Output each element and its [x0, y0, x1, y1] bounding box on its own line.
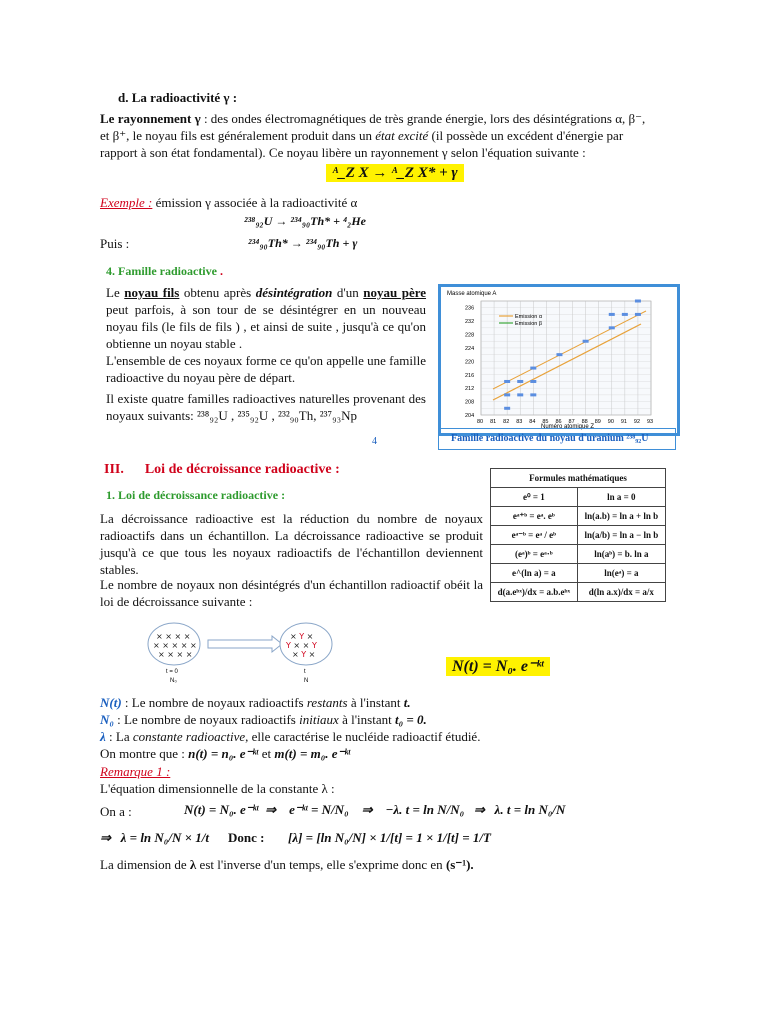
nucleus-point — [609, 326, 615, 329]
nucleus-point — [517, 380, 523, 383]
def-nt-a: : Le nombre de noyaux radioactifs — [121, 695, 307, 710]
nucleus-point — [517, 393, 523, 396]
formula-exp: eᵃ⁻ᵇ = eᵃ / eᵇ — [491, 526, 578, 545]
def-nt — [100, 694, 480, 711]
arrow-icon — [208, 636, 282, 652]
x-tick-label: 80 — [477, 419, 484, 425]
figure-caption-box — [438, 428, 676, 450]
remark-chain-3: [λ] = [ln N₀/N] × 1/[t] = 1 × 1/[t] = 1/T — [288, 830, 491, 845]
def-nt-b: à l'instant — [347, 695, 404, 710]
formula-ln: d(ln a.x)/dx = a/x — [577, 583, 665, 602]
definitions — [100, 694, 480, 762]
decroissance-paragraph-1: La décroissance radioactive est la réduction du nombre de noyaux radioactifs dans un échantillon. La décroissance radioactive se produit jusqu'à ce que tous les noyaux radioactifs de l'échantillon deviennent stables. — [100, 511, 483, 577]
legend-beta: Emission β — [515, 321, 543, 327]
nucleus-point — [609, 313, 615, 316]
x-tick-label: 87 — [568, 419, 575, 425]
diagram-t0: t = 0 — [166, 669, 178, 675]
desintegration-term: désintégration — [255, 285, 333, 300]
gamma-text-1: : des ondes électromagnétiques de très grande énergie, lors des désintégrations α, β⁻, — [200, 111, 646, 126]
sample-t-nuclei-3: × Y × — [292, 650, 316, 659]
y-tick-label: 220 — [465, 359, 475, 366]
page-number: 4 — [372, 436, 377, 447]
formula-header: Formules mathématiques — [491, 469, 666, 488]
y-tick-label: 208 — [465, 399, 475, 406]
def-nt-italic: restants — [306, 695, 348, 710]
decay-law-text: N(t) = N₀. e⁻ᵏᵗ — [446, 657, 550, 676]
y-tick-label: 216 — [465, 372, 475, 379]
gamma-equation — [326, 165, 464, 182]
sample-t0-nuclei-3: × × × × — [158, 650, 193, 659]
sample-t0-nuclei: × × × × — [156, 632, 191, 641]
gamma-equation-text: ᴬ_Z X → ᴬ_Z X* + γ — [326, 164, 464, 182]
legend-alpha: Emission α — [515, 314, 543, 320]
x-tick-label: 82 — [503, 419, 510, 425]
nucleus-point — [635, 313, 641, 316]
section4-title — [106, 264, 223, 279]
p1c: d'un — [332, 285, 364, 300]
nucleus-point — [635, 300, 641, 303]
y-tick-label: 224 — [465, 345, 475, 352]
p1b: obtenu après — [179, 285, 256, 300]
nucleus-point — [556, 353, 562, 356]
noyau-pere-term: noyau père — [363, 285, 427, 300]
nucleus-point — [583, 340, 589, 343]
remark-label: Remarque 1 : — [100, 764, 171, 779]
puis-label: Puis : — [100, 236, 130, 251]
def-n0-symbol: N₀ — [100, 712, 114, 727]
x-tick-label: 83 — [516, 419, 523, 425]
sample-t-nuclei-2: Y × × Y — [286, 641, 317, 650]
def-n0-a: : Le nombre de noyaux radioactifs — [113, 712, 300, 727]
remark-donc: Donc : — [228, 830, 265, 845]
x-tick-label: 85 — [542, 419, 549, 425]
def-lambda-b: , elle caractérise le nucléide radioactif étudié. — [245, 729, 481, 744]
formula-exp: e^(ln a) = a — [491, 564, 578, 583]
sample-t0-nuclei-2: × × × × × — [153, 641, 197, 650]
formula-row — [491, 488, 666, 507]
def-lambda-a: : La — [105, 729, 133, 744]
remark-last-lambda: λ — [189, 857, 197, 872]
gamma-text-2a: et β⁺, le noyau fils est généralement produit dans un — [100, 128, 376, 143]
formula-row — [491, 507, 666, 526]
remark-last-unit: (s⁻¹). — [445, 857, 474, 872]
formula-exp: (eᵃ)ᵇ = eᵃ·ᵇ — [491, 545, 578, 564]
section4-dot: . — [219, 264, 223, 278]
remark-line1: L'équation dimensionnelle de la constante λ : — [100, 781, 335, 796]
formula-ln: ln(a.b) = ln a + ln b — [577, 507, 665, 526]
section3-title: III. Loi de décroissance radioactive : — [104, 462, 340, 477]
def-montre-b: et — [258, 746, 275, 761]
x-tick-label: 92 — [633, 419, 641, 425]
def-lambda-symbol: λ — [100, 729, 106, 744]
example-line — [100, 195, 357, 211]
y-tick-label: 232 — [465, 319, 475, 326]
formula-row — [491, 564, 666, 583]
formula-ln: ln(aᵇ) = b. ln a — [577, 545, 665, 564]
nucleus-point — [504, 393, 510, 396]
remark-chain-1: N(t) = N₀. e⁻ᵏᵗ ⇒ e⁻ᵏᵗ = N/N₀ ⇒ −λ. t = ln N/N₀ ⇒ λ. t = ln N₀/N — [184, 802, 566, 817]
diagram-n: N — [304, 678, 309, 684]
remark-chain-2: ⇒ λ = ln N₀/N × 1/t — [100, 830, 209, 845]
formula-row — [491, 583, 666, 602]
x-tick-label: 89 — [594, 419, 601, 425]
formula-ln: ln(eᵃ) = a — [577, 564, 665, 583]
def-n0-italic: initiaux — [299, 712, 339, 727]
sample-t-nuclei: × Y × — [290, 632, 314, 641]
chart-grid — [481, 301, 651, 415]
nucleus-point — [504, 407, 510, 410]
example-equation-1: ²³⁸₉₂U → ²³⁴₉₀Th* + ⁴₂He — [244, 214, 366, 228]
example-label: Exemple : — [100, 195, 153, 210]
famille-paragraph-3: Il existe quatre familles radioactives naturelles provenant des noyaux suivants: ²³⁸₉₂U , ²³⁵₉₂U , ²³²₉₀Th, ²³⁷₉₃Np — [106, 391, 426, 423]
diagram-n0: N₀ — [170, 678, 177, 684]
def-n0-b: à l'instant — [338, 712, 395, 727]
figure-caption: Famille radioactive du noyau d'uranium ²³⁸₉₂U — [451, 433, 649, 444]
remark-last-a: La dimension de — [100, 857, 190, 872]
def-lambda — [100, 728, 480, 745]
p1-rest: peut parfois, à son tour de se désintégrer en un nouveau noyau fils (le fils de fils ) , et ainsi de suite , jusqu'à ce qu'on obtienne un noyau stable . — [106, 302, 426, 351]
nucleus-point — [504, 380, 510, 383]
section-d-title: d. La radioactivité γ : — [118, 90, 238, 105]
noyau-fils-term: noyau fils — [124, 285, 180, 300]
formula-row — [491, 526, 666, 545]
def-nt-symbol: N(t) — [100, 695, 122, 710]
nucleus-point — [622, 313, 628, 316]
y-tick-label: 236 — [465, 305, 475, 312]
example-text: émission γ associée à la radioactivité α — [152, 195, 358, 210]
nucleus-point — [530, 380, 536, 383]
gamma-paragraph — [100, 110, 655, 161]
famille-paragraph-2: L'ensemble de ces noyaux forme ce qu'on appelle une famille radioactive du noyau père de départ. — [106, 353, 426, 385]
x-tick-label: 91 — [620, 419, 627, 425]
y-tick-label: 228 — [465, 332, 475, 339]
decay-law — [446, 656, 550, 676]
def-n0 — [100, 711, 480, 728]
formula-exp: e⁰ = 1 — [491, 488, 578, 507]
x-tick-label: 86 — [555, 419, 562, 425]
formula-table — [490, 468, 666, 602]
x-tick-label: 88 — [581, 419, 588, 425]
formula-ln: ln a = 0 — [577, 488, 665, 507]
p1a: Le — [106, 285, 125, 300]
plot-area — [481, 301, 651, 415]
famille-paragraph-1 — [106, 284, 426, 352]
chart-ylabel: Masse atomique A — [447, 291, 497, 297]
formula-exp: eᵃ⁺ᵇ = eᵃ. eᵇ — [491, 507, 578, 526]
gamma-text-2b: (il possède un excédent d'énergie par — [428, 128, 624, 143]
nucleus-point — [530, 367, 536, 370]
def-n0-t: t₀ = 0. — [394, 712, 427, 727]
remark-last-b: est l'inverse d'un temps, elle s'exprime donc en — [196, 857, 446, 872]
formula-ln: ln(a/b) = ln a − ln b — [577, 526, 665, 545]
section4-title-text: 4. Famille radioactive — [106, 264, 217, 278]
def-montre-eq1: n(t) = n₀. e⁻ᵏᵗ — [188, 746, 259, 761]
decroissance-paragraph-2: Le nombre de noyaux non désintégrés d'un échantillon radioactif obéit la loi de décroissance suivante : — [100, 577, 483, 609]
def-nt-t: t. — [403, 695, 411, 710]
gamma-text-italic: état excité — [375, 128, 429, 143]
gamma-text-3: rapport à son état fondamental). Ce noyau libère un rayonnement γ selon l'équation suivante : — [100, 145, 586, 160]
nucleus-point — [530, 393, 536, 396]
famille-chart — [441, 287, 677, 433]
gamma-term: Le rayonnement γ — [100, 111, 201, 126]
formula-exp: d(a.eᵇˣ)/dx = a.b.eᵇˣ — [491, 583, 578, 602]
x-tick-label: 81 — [490, 419, 497, 425]
example-equation-2: ²³⁴₉₀Th* → ²³⁴₉₀Th + γ — [248, 236, 358, 250]
famille-figure — [438, 284, 680, 436]
def-montre-a: On montre que : — [100, 746, 189, 761]
remark-on-a: On a : — [100, 804, 132, 819]
def-montre-eq2: m(t) = m₀. e⁻ᵏᵗ — [274, 746, 351, 761]
x-tick-label: 84 — [529, 419, 536, 425]
x-tick-label: 90 — [607, 419, 614, 425]
remark-last — [100, 857, 474, 873]
y-tick-label: 204 — [465, 413, 475, 419]
formula-row — [491, 545, 666, 564]
def-montre — [100, 745, 480, 762]
section3-subtitle: 1. Loi de décroissance radioactive : — [106, 488, 286, 502]
x-tick-label: 93 — [647, 419, 654, 425]
diagram-t: t — [304, 669, 306, 675]
decay-diagram — [146, 620, 346, 686]
def-lambda-italic: constante radioactive — [132, 729, 246, 744]
y-tick-label: 212 — [465, 386, 475, 393]
decay-diagram-svg — [146, 620, 346, 686]
chart-xlabel: Numéro atomique Z — [541, 424, 595, 430]
